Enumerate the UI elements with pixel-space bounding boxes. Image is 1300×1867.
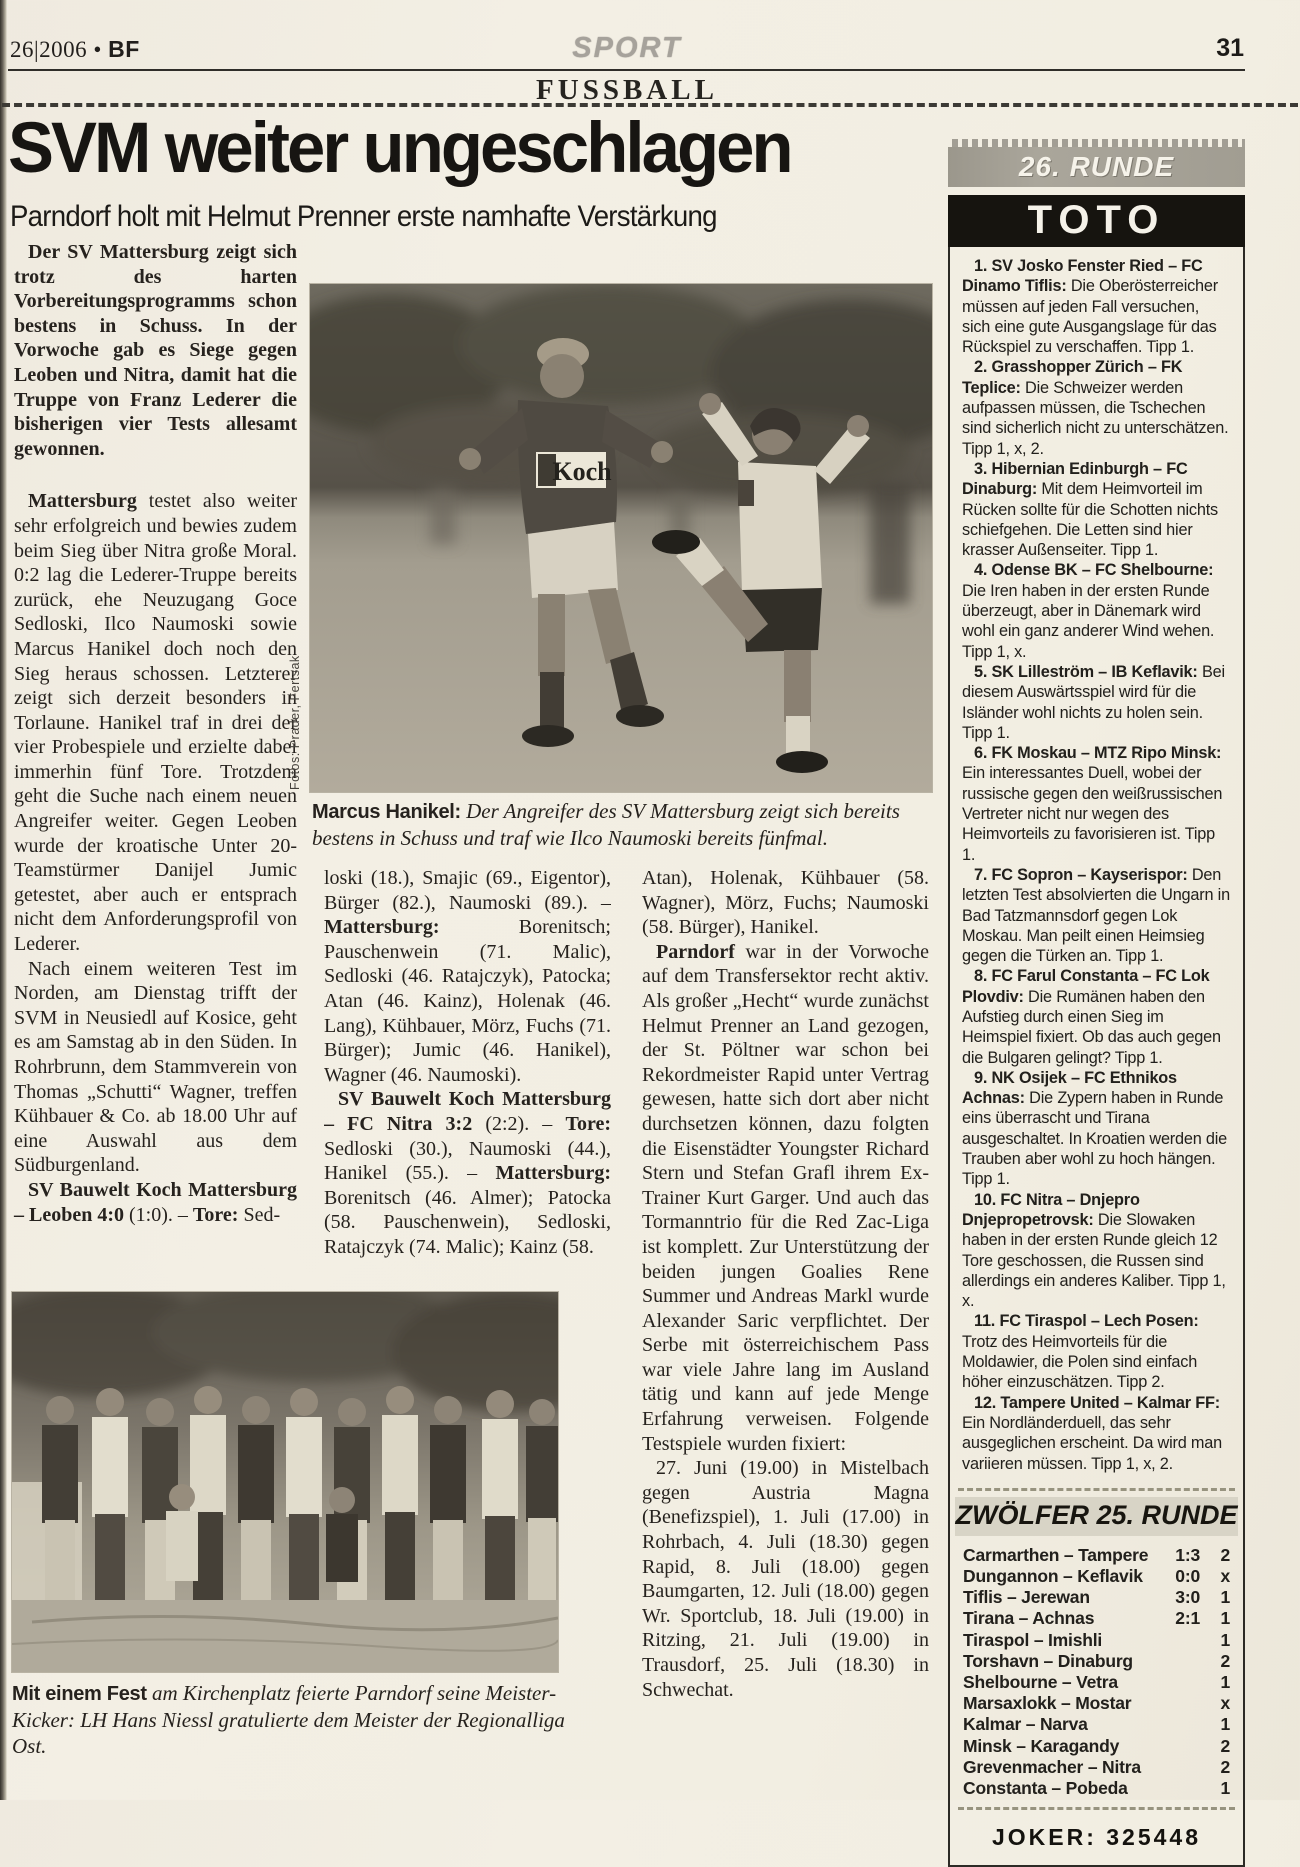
toto-item-5: 5. SK Lilleström – IB Keflavik: Bei diesem Auswärtsspiel wird für die Isländer wohl nichts zu holen sein. Tipp 1.: [962, 662, 1225, 742]
main-photo-caption: Marcus Hanikel: Der Angreifer des SV Mattersburg zeigt sich bereits bestens in Schuss und traf wie Ilco Naumoski bereits fünfmal.: [312, 799, 900, 850]
article-headline: SVM weiter ungeschlagen: [8, 109, 791, 188]
toto-item-10: 10. FC Nitra – Dnjepro Dnjepropetrovsk: Die Slowaken haben in der ersten Runde gleich 12 Tore geschossen, die Russen sind allerdings ein anderes Kaliber. Tipp 1, x.: [962, 1190, 1226, 1311]
section-title: SPORT: [572, 32, 682, 64]
result-row: Dungannon – Keflavik 0:0 x: [963, 1566, 1230, 1587]
toto-banner-perforation: [948, 139, 1245, 147]
dashed-divider: [958, 1807, 1235, 1810]
result-row: Torshavn – Dinaburg 2: [963, 1650, 1230, 1671]
article-paragraph: 27. Juni (19.00) in Mistelbach gegen Austria Magna (Benefizspiel), 1. Juli (17.00) in Rohrbach, 4. Juli (18.30) gegen Rapid, 8. Juli (18.00) gegen Baumgarten, 12. Juli (18.00) gegen Wr. Sportclub, 18. Juli (19.00) in Ritzing, 21. Juli (19.00) in Trausdorf, 25. Juli (18.30) in Schwechat.: [642, 1457, 929, 1701]
toto-items-list: [950, 247, 1243, 1482]
article-column-1: [14, 240, 297, 1227]
dashed-divider: [958, 1488, 1235, 1491]
article-column-3: [642, 866, 929, 1702]
article-paragraph: Atan), Holenak, Kühbauer (58. Wagner), Mörz, Fuchs; Naumoski (58. Bürger), Hanikel.: [642, 867, 929, 939]
toto-item-4: 4. Odense BK – FC Shelbourne: Die Iren haben in der ersten Runde überzeugt, aber in Dänemark wird wohl ein ganz anderer Wind wehen. Tipp 1, x.: [962, 561, 1215, 661]
toto-title-bar: TOTO: [948, 195, 1245, 247]
scan-edge-artifact: [0, 0, 7, 1800]
toto-item-8: 8. FC Farul Constanta – FC Lok Plovdiv: Die Rumänen haben den Aufstieg durch einen Sieg im Heimspiel fixiert. Ob das auch gegen die Bulgaren gelingt? Tipp 1.: [962, 967, 1221, 1067]
jersey-sponsor-text: Koch: [552, 457, 612, 486]
result-row: Kalmar – Narva 1: [963, 1714, 1230, 1735]
dotted-divider: [2, 103, 1298, 107]
result-row: Tirana – Achnas 2:1 1: [963, 1608, 1230, 1629]
page-number: 31: [1216, 34, 1244, 62]
toto-round-banner: 26. RUNDE: [948, 147, 1245, 187]
secondary-photo: [12, 1292, 558, 1672]
celebration-group-illustration: [12, 1292, 558, 1672]
article-paragraph: SV Bauwelt Koch Mattersburg – Leoben 4:0 (1:0). – Tore: Sed-: [14, 1178, 297, 1226]
result-row: Shelbourne – Vetra 1: [963, 1672, 1230, 1693]
toto-item-1: 1. SV Josko Fenster Ried – FC Dinamo Tiflis: Die Oberösterreicher müssen auf jeden Fall versuchen, sich eine gute Ausgangslage für das Rückspiel zu verschaffen. Tipp 1.: [962, 257, 1218, 357]
header-rule: [8, 69, 1245, 71]
article-paragraph: Nach einem weiteren Test im Norden, am Dienstag trifft der SVM in Neusiedl auf Kosice, geht es am Samstag ab in den Süden. In Rohrbrunn, dem Stammverein von Thomas „Schutti“ Wagner, treffen Kühbauer & Co. ab 18.00 Uhr auf eine Auswahl aus dem Südburgenland.: [14, 957, 297, 1177]
toto-item-2: 2. Grasshopper Zürich – FK Teplice: Die Schweizer werden aufpassen müssen, die Tschechen sind sicherlich nicht zu unterschätzen. Tipp 1, x, 2.: [962, 358, 1229, 458]
caption-lead: Mit einem Fest: [12, 1683, 147, 1705]
article-subheadline: Parndorf holt mit Helmut Prenner erste namhafte Verstärkung: [10, 200, 717, 233]
result-row: Tiraspol – Imishli 1: [963, 1629, 1230, 1650]
toto-item-11: 11. FC Tiraspol – Lech Posen: Trotz des Heimvorteils für die Moldawier, die Polen sind einfach höher einzuschätzen. Tipp 2.: [962, 1312, 1199, 1392]
result-row: Grevenmacher – Nitra 2: [963, 1756, 1230, 1777]
photo-credit: Fotos: Prader, Fertsak: [288, 655, 302, 790]
article-paragraph: loski (18.), Smajic (69., Eigentor), Bürger (82.), Naumoski (89.). – Mattersburg: Borenitsch; Pauschenwein (71. Malic), Sedloski (46. Ratajczyk), Patocka; Atan (46. Kainz), Holenak (46. Lang), Kühbauer, Mörz, Fuchs (71. Bürger); Jumic (46. Hanikel), Wagner (46. Naumoski).: [324, 867, 611, 1086]
toto-item-12: 12. Tampere United – Kalmar FF: Ein Nordländerduell, das sehr ausgeglichen erscheint. Da wird man variieren müssen. Tipp 1, x, 2.: [962, 1393, 1222, 1473]
caption-lead: Marcus Hanikel:: [312, 801, 461, 823]
result-row: Marsaxlokk – Mostar x: [963, 1693, 1230, 1714]
article-paragraph: Mattersburg testet also weiter sehr erfolgreich und bewies zudem beim Sieg über Nitra große Moral. 0:2 lag die Lederer-Truppe bereits zurück, ehe Neuzugang Goce Sedloski, Ilco Naumoski sowie Marcus Hanikel doch noch den Sieg heraus schossen. Letzterer zeigt sich derzeit besonders in Torlaune. Hanikel traf in drei der vier Probespiele und erzielte dabei immerhin fünf Tore. Trotzdem geht die Suche nach einem neuen Angreifer weiter. Gegen Leoben wurde der kroatische Unter 20-Teamstürmer Danijel Jumic getestet, aber auch er entsprach nicht dem Anforderungsprofil von Lederer.: [14, 490, 297, 956]
result-row: Tiflis – Jerewan 3:0 1: [963, 1587, 1230, 1608]
toto-box: [948, 247, 1245, 1867]
zwoelfer-title: ZWÖLFER 25. RUNDE: [955, 1497, 1238, 1536]
toto-item-9: 9. NK Osijek – FC Ethnikos Achnas: Die Zypern haben in Runde eins überrascht und Tirana ausgeschaltet. In Kroatien werden die Trauben aber wohl zu hoch hängen. Tipp 1.: [962, 1068, 1228, 1189]
toto-item-6: 6. FK Moskau – MTZ Ripo Minsk: Ein interessantes Duell, wobei der russische gegen den weißrussischen Vertreter nicht nur wegen des Heimvorteils zu favorisieren ist. Tipp 1.: [962, 744, 1223, 864]
soccer-duel-illustration: [310, 284, 932, 792]
result-row: Constanta – Pobeda 1: [963, 1778, 1230, 1799]
article-column-2: [324, 866, 611, 1260]
result-row: Minsk – Karagandy 2: [963, 1735, 1230, 1756]
joker-number: JOKER: 325448: [991, 1824, 1202, 1851]
zwoelfer-results-table: [950, 1540, 1243, 1801]
toto-item-7: 7. FC Sopron – Kayserispor: Den letzten Test absolvierten die Ungarn in Bad Tatzmannsdorf gegen Lok Moskau. Man peilt einen Heimsieg gegen die Türken an. Tipp 1.: [962, 865, 1230, 966]
toto-item-3: 3. Hibernian Edinburgh – FC Dinaburg: Mit dem Heimvorteil im Rücken sollte für die Schotten nichts schiefgehen. Die Letten sind hier krasser Außenseiter. Tipp 1.: [962, 459, 1218, 560]
issue-number: 26|2006: [10, 37, 88, 62]
secondary-photo-caption: Mit einem Fest am Kirchenplatz feierte Parndorf seine Meister-Kicker: LH Hans Niessl gratulierte dem Meister der Regionalliga Ost.: [12, 1681, 565, 1758]
rubric-fussball: FUSSBALL: [536, 74, 718, 106]
result-row: Carmarthen – Tampere 1:3 2: [963, 1544, 1230, 1565]
bullet-separator: •: [93, 37, 102, 62]
article-paragraph: SV Bauwelt Koch Mattersburg – FC Nitra 3:2 (2:2). – Tore: Sedloski (30.), Naumoski (44.), Hanikel (55.). – Mattersburg: Borenitsch (46. Almer); Patocka (58. Pauschenwein), Sedloski, Ratajczyk (74. Malic); Kainz (58.: [324, 1088, 611, 1258]
main-photo: [310, 284, 932, 792]
masthead-brand: BF: [108, 36, 140, 62]
article-intro: Der SV Mattersburg zeigt sich trotz des harten Vorbereitungsprogramms schon bestens in Schuss. In der Vorwoche gab es Siege gegen Leoben und Nitra, damit hat die Truppe von Franz Lederer die bisherigen vier Tests allesamt gewonnen.: [14, 241, 297, 460]
article-paragraph: Parndorf war in der Vorwoche auf dem Transfersektor recht aktiv. Als großer „Hecht“ wurde zunächst Helmut Prenner an Land gezogen, der St. Pöltner war schon bei Rekordmeister Rapid unter Vertrag gewesen, hatte sich dort aber nicht durchsetzen können, dazu folgten die Eisenstädter Youngster Richard Stern und Stefan Grafl ihrem Ex-Trainer Kurt Garger. Und auch das Tormanntrio für die Red Zac-Liga ist komplett. Zur Unterstützung der beiden jungen Goalies Rene Summer und Andreas Markl wurde Alexander Saric verpflichtet. Der Serbe mit österreichischem Pass war viele Jahre lang im Ausland tätig und kann auf jede Menge Erfahrung verweisen. Folgende Testspiele wurden fixiert:: [642, 940, 929, 1455]
